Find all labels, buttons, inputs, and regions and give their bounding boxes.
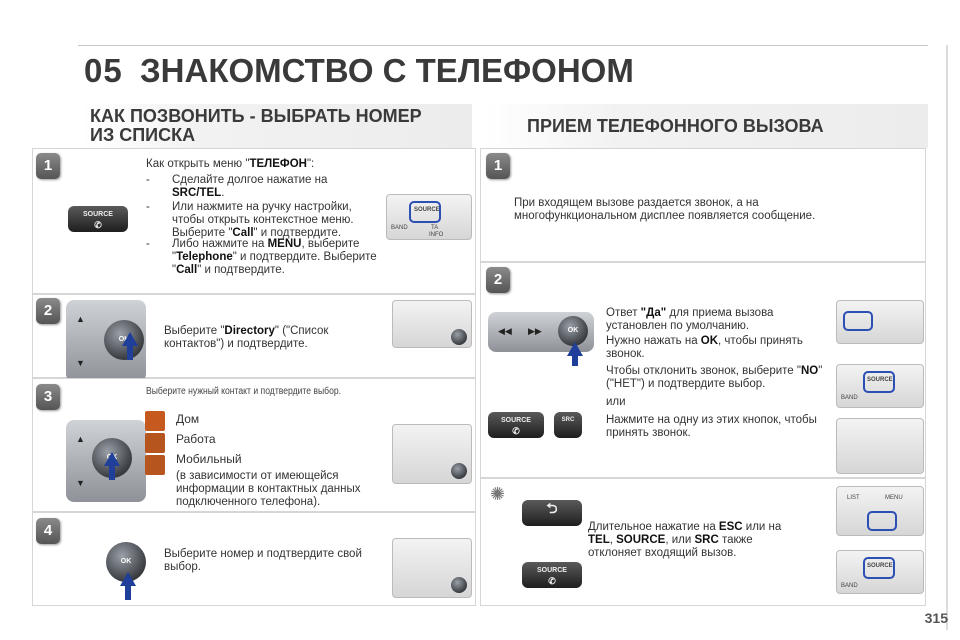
source-button: SOURCE ✆	[522, 562, 582, 588]
step1-intro: Как открыть меню "ТЕЛЕФОН":	[146, 158, 315, 170]
mobile-icon	[145, 455, 165, 475]
radio-panel-illustration	[836, 300, 924, 344]
incoming-call-text: При входящем вызове раздается звонок, а на многофункциональном дисплее появляется сообщение.	[514, 197, 816, 222]
page-number: 315	[924, 610, 948, 626]
header-rule	[78, 45, 928, 46]
radio-panel-illustration	[392, 424, 472, 484]
up-arrow-icon	[120, 572, 136, 586]
step-badge-2: 2	[36, 298, 60, 324]
chapter-number: 05	[84, 52, 123, 89]
press-button-text: Нажмите на одну из этих кнопок, чтобы принять звонок.	[606, 414, 817, 439]
step3-note: (в зависимости от имеющейся информации в контактных данных подключенного телефона).	[176, 470, 361, 508]
step-badge-4: 4	[36, 518, 60, 544]
ok-control-pad: ▲ ▼ OK	[66, 420, 146, 502]
up-arrow-icon	[567, 342, 583, 356]
ok-knob: OK	[92, 438, 132, 478]
radio-panel-illustration	[392, 300, 472, 348]
ok-control-pad: ▲ ▼ OK	[66, 300, 146, 382]
steering-controls: ◀◀ ▶▶ OK	[488, 312, 594, 352]
page-title: ЗНАКОМСТВО С ТЕЛЕФОНОМ	[140, 52, 634, 89]
option-home: Дом	[176, 412, 200, 426]
step1-bullet-3: Либо нажмите на MENU, выберите "Telephone" и подтвердите. Выберите "Call" и подтвердите.	[172, 238, 377, 276]
side-rule	[946, 45, 948, 630]
option-work: Работа	[176, 432, 216, 446]
work-icon	[145, 433, 165, 453]
step3-caption: Выберите нужный контакт и подтвердите выбор.	[146, 386, 342, 397]
option-mobile: Мобильный	[176, 452, 242, 466]
left-section-title-line2: ИЗ СПИСКА	[90, 125, 196, 145]
radio-panel-illustration: SOURCE BAND	[836, 550, 924, 594]
source-button: SOURCE ✆	[68, 206, 128, 232]
press-ok-text: Нужно нажать на OK, чтобы принять звонок.	[606, 335, 803, 360]
long-press-reject-text: Длительное нажатие на ESC или на TEL, SOURCE, или SRC также отклоняет входящий вызов.	[588, 521, 782, 559]
reject-call-text: Чтобы отклонить звонок, выберите "NO" ("НЕТ") и подтвердите выбор.	[606, 365, 823, 390]
step-badge-1: 1	[486, 153, 510, 179]
source-button: SOURCE ✆	[488, 412, 544, 438]
or-text: или	[606, 396, 626, 408]
step-badge-3: 3	[36, 384, 60, 410]
left-section-title-line1: КАК ПОЗВОНИТЬ - ВЫБРАТЬ НОМЕР	[90, 106, 422, 126]
answer-default-text: Ответ "Да" для приема вызова установлен по умолчанию.	[606, 307, 774, 332]
step-badge-1: 1	[36, 153, 60, 179]
esc-button: ⮌	[522, 500, 582, 526]
radio-panel-illustration: SOURCE BAND TA INFO	[386, 194, 472, 240]
step1-bullet-1: Сделайте долгое нажатие на SRC/TEL.	[172, 174, 328, 199]
step4-text: Выберите номер и подтвердите свой выбор.	[164, 548, 362, 573]
src-button: SRC	[554, 412, 582, 438]
ok-knob: OK	[106, 542, 146, 582]
lightbulb-icon: ✺	[490, 484, 506, 504]
radio-panel-illustration: LIST MENU	[836, 486, 924, 536]
up-arrow-icon	[122, 332, 138, 346]
step1-bullet-2: Или нажмите на ручку настройки, чтобы открыть контекстное меню. Выберите "Call" и подтвердите.	[172, 201, 354, 239]
radio-panel-illustration: SOURCE BAND	[836, 364, 924, 408]
steering-wheel-illustration	[836, 418, 924, 474]
step2-text: Выберите "Directory" ("Список контактов") и подтвердите.	[164, 325, 329, 350]
ok-knob: OK	[104, 320, 144, 360]
step-badge-2: 2	[486, 267, 510, 293]
up-arrow-icon	[104, 452, 120, 466]
home-icon	[145, 411, 165, 431]
radio-panel-illustration	[392, 538, 472, 598]
right-section-title: ПРИЕМ ТЕЛЕФОННОГО ВЫЗОВА	[527, 116, 824, 136]
